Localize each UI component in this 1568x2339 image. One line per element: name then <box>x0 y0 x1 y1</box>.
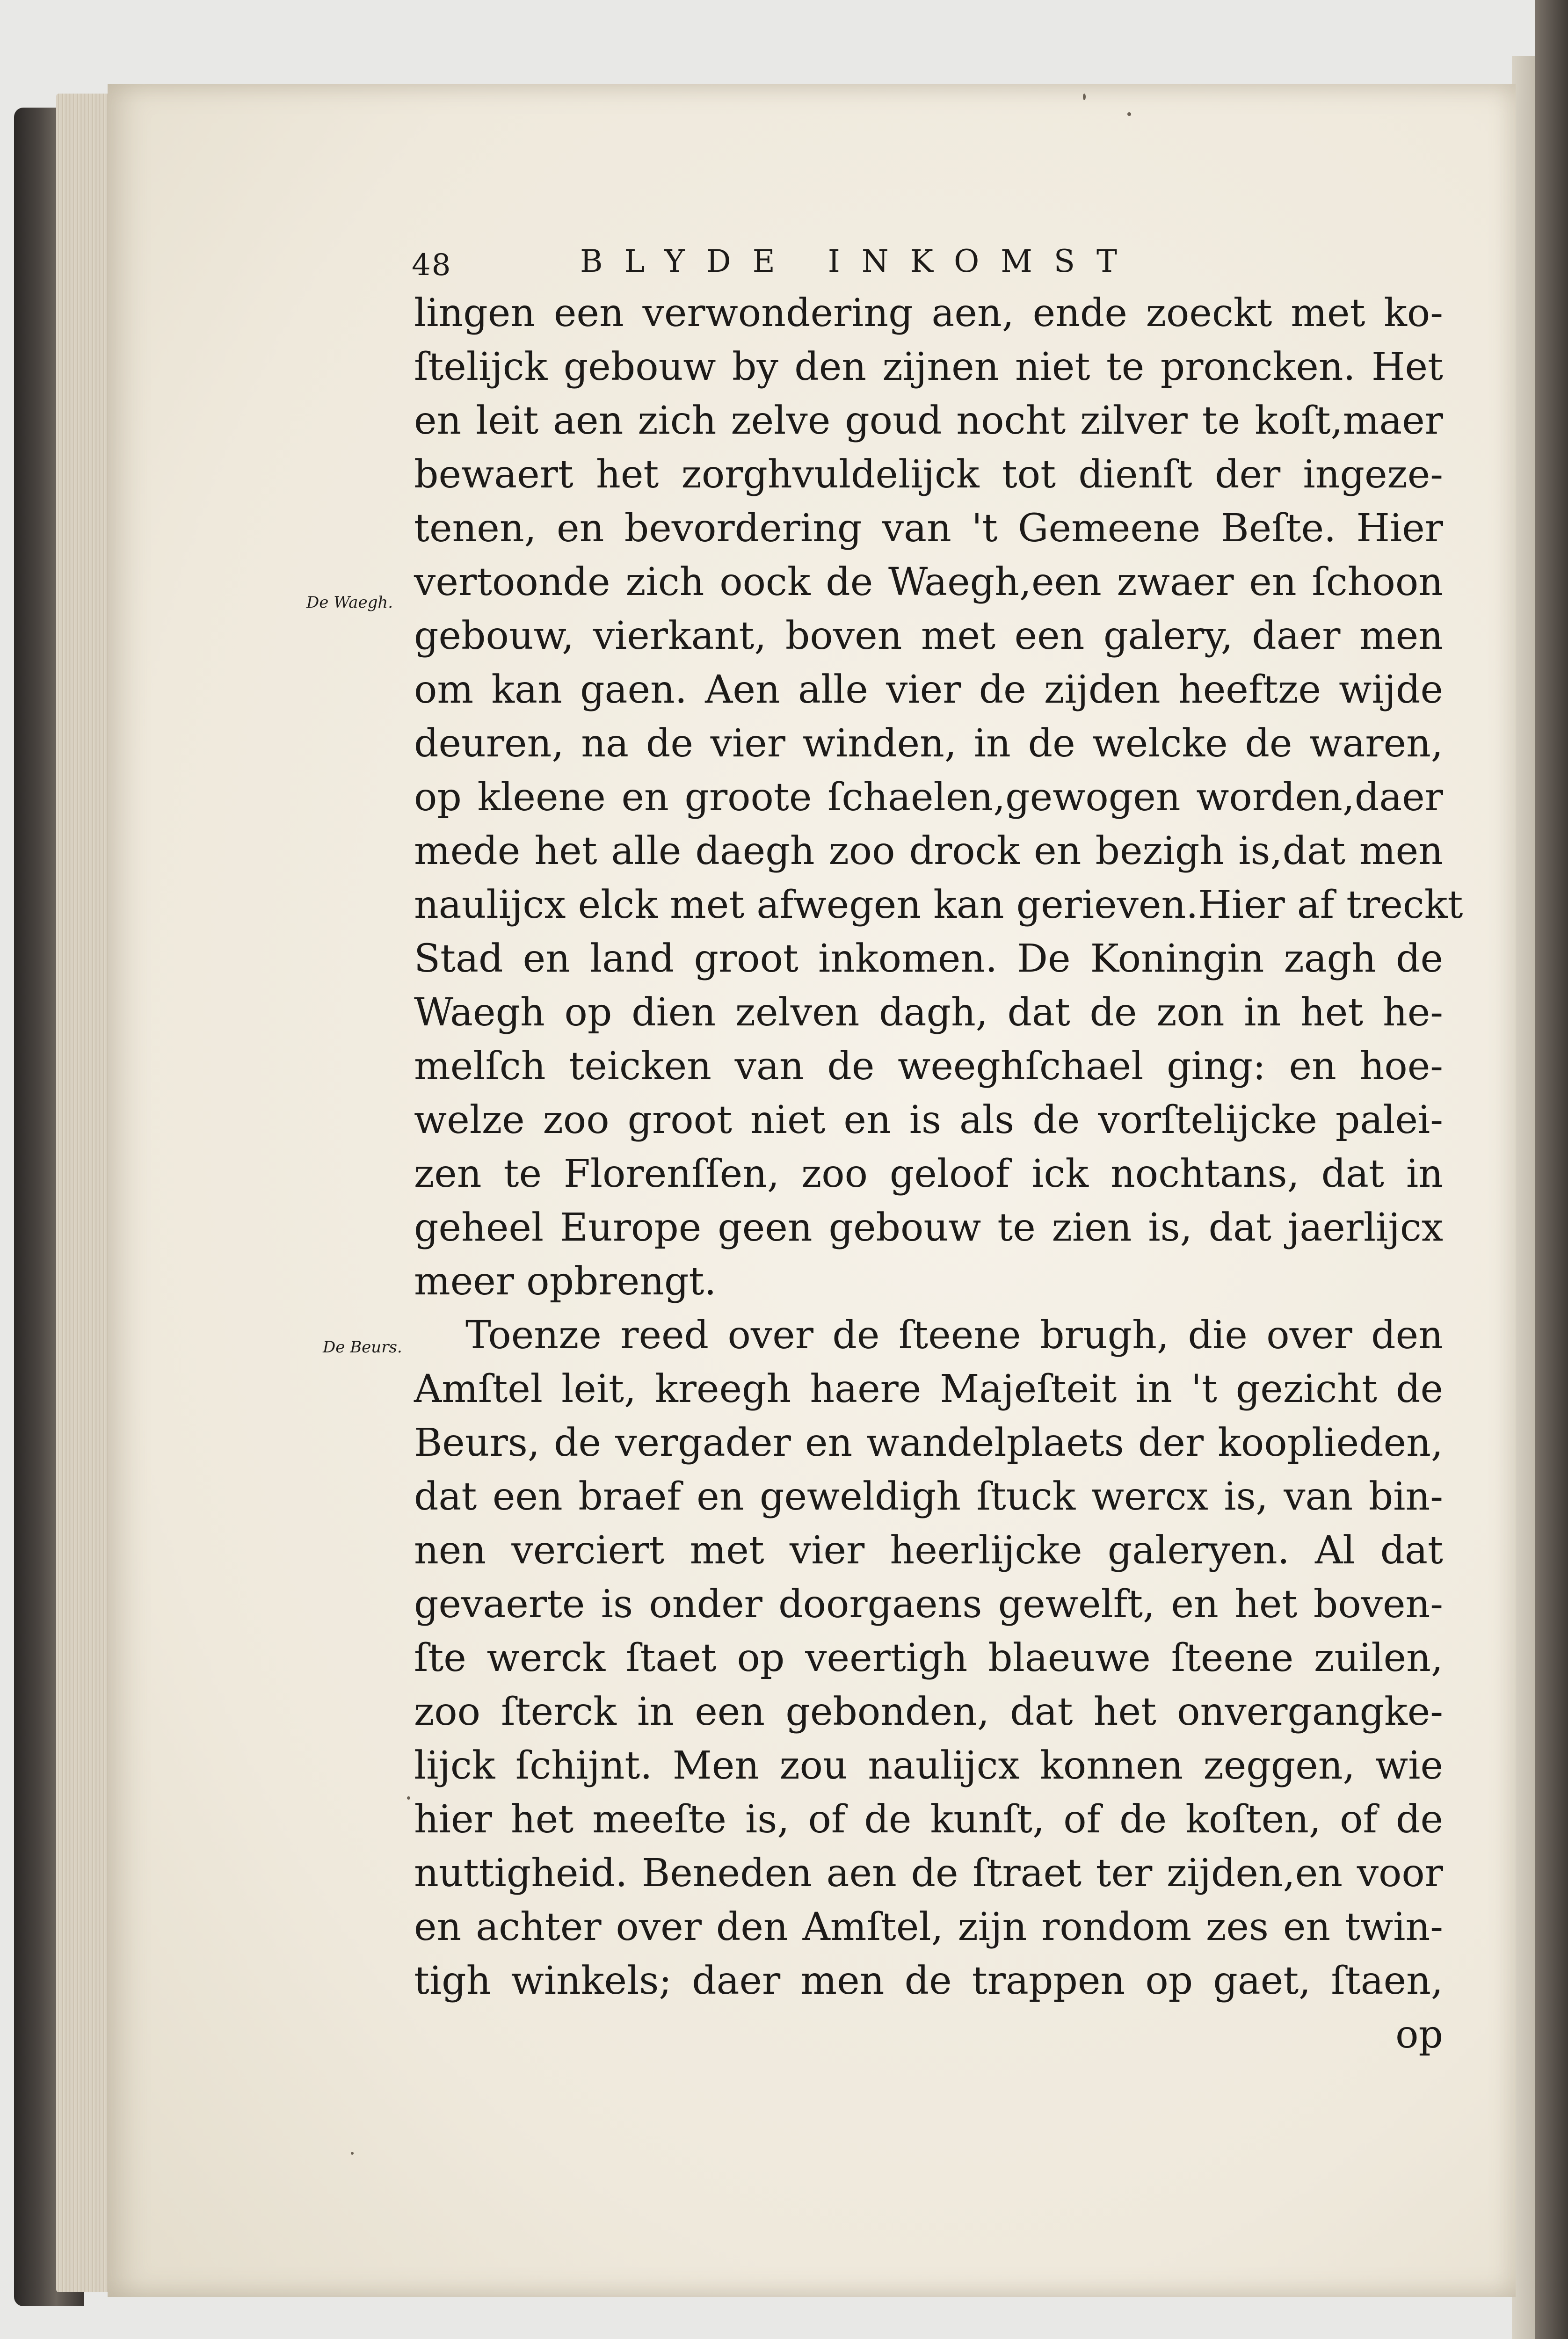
text-line: bewaert het zorghvuldelijck tot dienſt der ingeze- <box>414 452 1443 497</box>
text-line: gebouw, vierkant, boven met een galery, daer men <box>414 614 1443 658</box>
text-line: nen verciert met vier heerlijcke galeryen. Al dat <box>414 1528 1443 1573</box>
catchword: op <box>1395 2012 1443 2057</box>
book-cover-edge <box>1535 0 1568 2339</box>
text-line: zen te Florenſſen, zoo geloof ick nochtans, dat in <box>414 1152 1443 1196</box>
text-line: op kleene en groote ſchaelen,gewogen worden,daer <box>414 775 1443 820</box>
text-line: deuren, na de vier winden, in de welcke de waren, <box>414 721 1443 766</box>
text-line: tenen, en bevordering van 't Gemeene Beſte. Hier <box>414 506 1443 551</box>
page-number: 48 <box>412 248 452 283</box>
text-line: Toenze reed over de ſteene brugh, die over den <box>465 1313 1443 1358</box>
text-line: tigh winkels; daer men de trappen op gaet, ſtaen, <box>414 1959 1443 2003</box>
paper-fleck <box>1127 112 1131 116</box>
text-line: om kan gaen. Aen alle vier de zijden heeftze wijde <box>414 668 1443 712</box>
text-line: hier het meeſte is, of de kunſt, of de koſten, of de <box>414 1797 1443 1842</box>
text-line: en achter over den Amſtel, zijn rondom zes en twin- <box>414 1905 1443 1949</box>
text-line: Beurs, de vergader en wandelplaets der kooplieden, <box>414 1421 1443 1465</box>
text-line: welze zoo groot niet en is als de vorſtelijcke palei- <box>414 1098 1443 1142</box>
text-line: lingen een verwondering aen, ende zoeckt met ko- <box>414 291 1443 335</box>
text-line: ſtelijck gebouw by den zijnen niet te proncken. Het <box>414 345 1443 389</box>
text-line: meer opbrengt. <box>414 1259 717 1304</box>
text-line: geheel Europe geen gebouw te zien is, dat jaerlijcx <box>414 1206 1443 1250</box>
paper-fleck <box>351 2152 354 2155</box>
text-line: Stad en land groot inkomen. De Koningin zagh de <box>414 937 1443 981</box>
text-line: naulijcx elck met afwegen kan gerieven.Hier af treckt <box>414 883 1463 927</box>
text-line: melſch teicken van de weeghſchael ging: en hoe- <box>414 1044 1443 1089</box>
text-line: zoo ſterck in een gebonden, dat het onvergangke- <box>414 1690 1443 1734</box>
text-line: vertoonde zich oock de Waegh,een zwaer en ſchoon <box>414 560 1443 604</box>
text-line: ſte werck ſtaet op veertigh blaeuwe ſteene zuilen, <box>414 1636 1443 1680</box>
text-line: lijck ſchijnt. Men zou naulijcx konnen zeggen, wie <box>414 1743 1443 1788</box>
margin-note-waegh: De Waegh. <box>306 593 393 612</box>
text-line: mede het alle daegh zoo drock en bezigh is,dat men <box>414 829 1443 873</box>
text-line: Waegh op dien zelven dagh, dat de zon in het he- <box>414 990 1443 1035</box>
text-line: en leit aen zich zelve goud nocht zilver te koſt,maer <box>414 399 1443 443</box>
text-line: nuttigheid. Beneden aen de ſtraet ter zijden,en voor <box>414 1851 1443 1896</box>
paper-fleck <box>1083 94 1086 100</box>
running-head <box>412 243 1441 285</box>
text-line: Amſtel leit, kreegh haere Majeſteit in 't gezicht de <box>414 1367 1443 1411</box>
text-line: gevaerte is onder doorgaens gewelft, en het boven- <box>414 1582 1443 1627</box>
running-head-title: BLYDE INKOMST <box>580 243 1139 279</box>
margin-note-beurs: De Beurs. <box>323 1338 402 1357</box>
text-line: dat een braef en geweldigh ſtuck wercx is, van bin- <box>414 1475 1443 1519</box>
paper-fleck <box>407 1796 410 1800</box>
